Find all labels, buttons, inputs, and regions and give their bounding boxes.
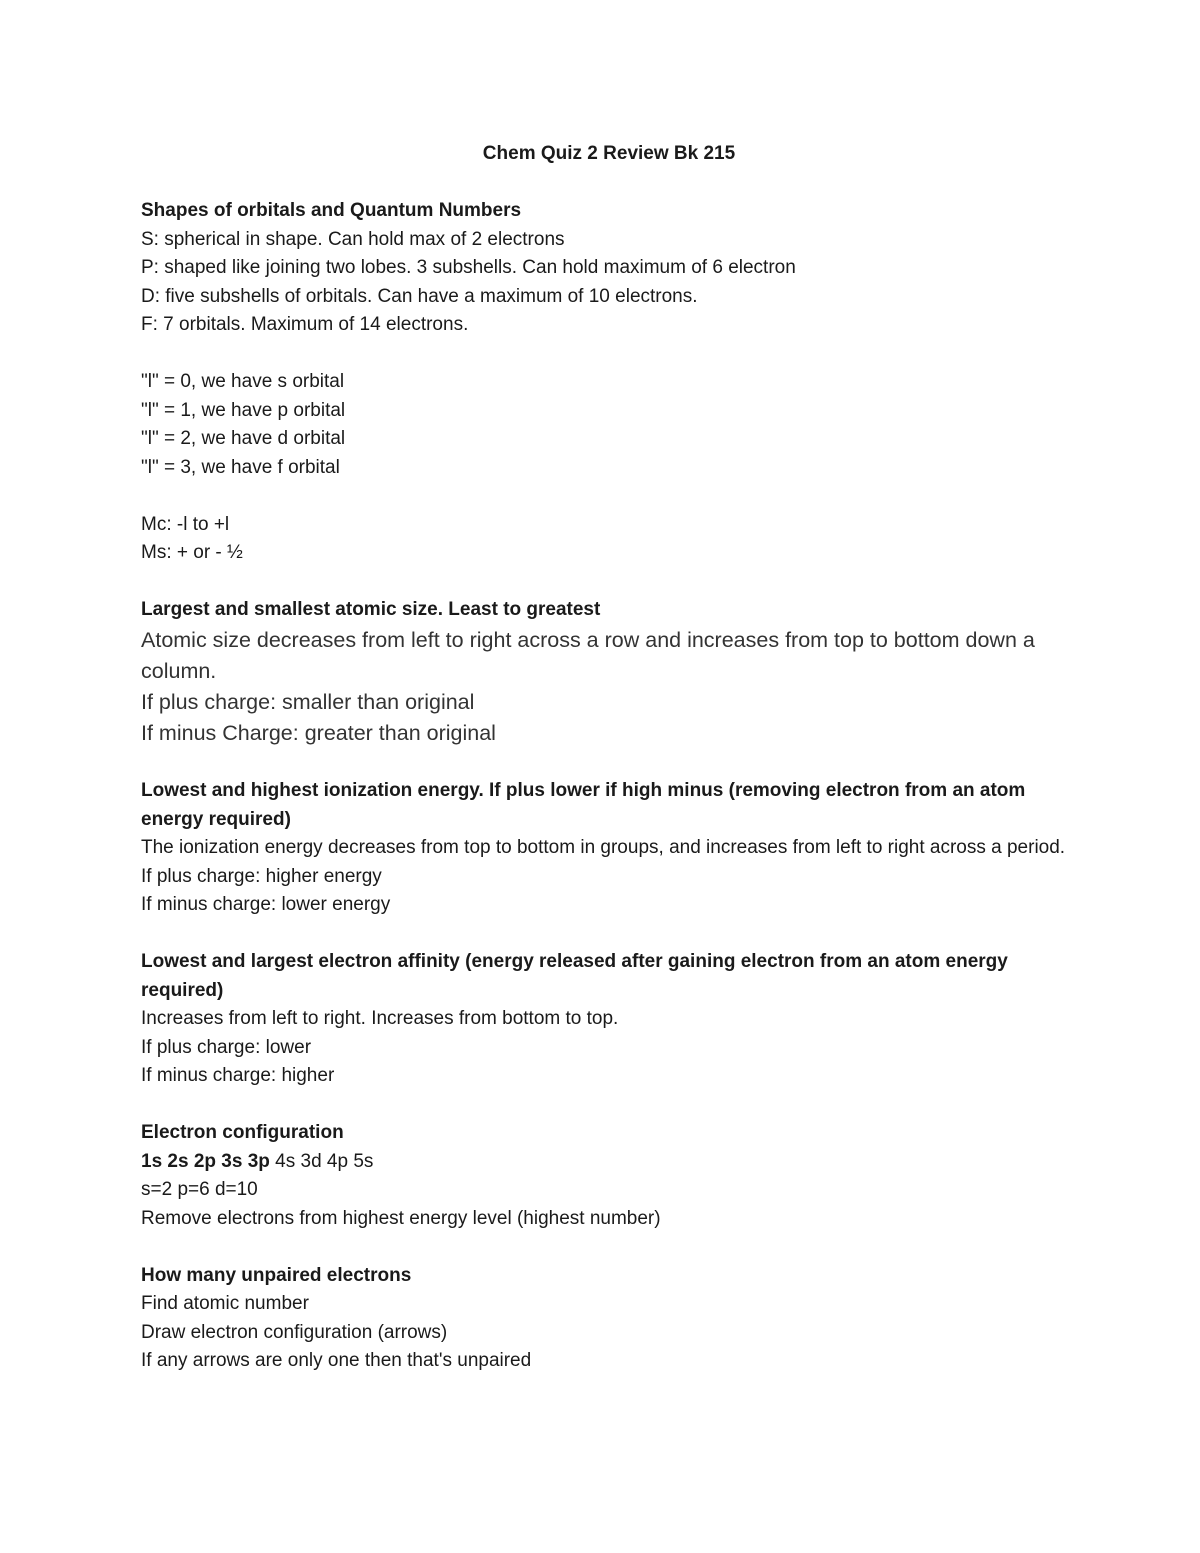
orbitals-heading: Shapes of orbitals and Quantum Numbers xyxy=(141,200,522,221)
l-value-line: "l" = 1, we have p orbital xyxy=(141,399,346,421)
unpaired-step: If any arrows are only one then that's unpaired xyxy=(141,1350,532,1371)
mc-line: Mc: -l to +l xyxy=(141,513,230,535)
configuration-capacity: s=2 p=6 d=10 xyxy=(141,1179,258,1200)
atomic-size-trend: Atomic size decreases from left to right across a row and increases from top to bottom down a column. xyxy=(141,627,1035,683)
affinity-heading: Lowest and largest electron affinity (energy released after gaining electron from an atom energy required) xyxy=(141,951,1008,1001)
l-value-line: "l" = 2, we have d orbital xyxy=(141,428,346,449)
configuration-sequence-rest: 4s 3d 4p 5s xyxy=(269,1150,374,1172)
affinity-trend: Increases from left to right. Increases from bottom to top. xyxy=(141,1008,619,1029)
atomic-size-minus: If minus Charge: greater than original xyxy=(141,720,496,745)
atomic-size-plus: If plus charge: smaller than original xyxy=(141,689,475,714)
configuration-removal: Remove electrons from highest energy level (highest number) xyxy=(141,1207,661,1229)
configuration-heading: Electron configuration xyxy=(141,1122,344,1143)
ionization-minus: If minus charge: lower energy xyxy=(141,894,391,915)
ionization-trend: The ionization energy decreases from top to bottom in groups, and increases from left to right across a period. xyxy=(141,837,1066,858)
unpaired-step: Find atomic number xyxy=(141,1293,309,1314)
unpaired-heading: How many unpaired electrons xyxy=(141,1264,412,1286)
orbital-d-line: D: five subshells of orbitals. Can have a maximum of 10 electrons. xyxy=(141,285,698,307)
document-title: Chem Quiz 2 Review Bk 215 xyxy=(482,143,736,164)
l-value-line: "l" = 3, we have f orbital xyxy=(141,456,340,478)
orbital-p-line: P: shaped like joining two lobes. 3 subshells. Can hold maximum of 6 electron xyxy=(141,257,796,278)
configuration-sequence-bold: 1s 2s 2p 3s 3p xyxy=(141,1150,270,1172)
affinity-plus: If plus charge: lower xyxy=(141,1036,312,1058)
orbital-f-line: F: 7 orbitals. Maximum of 14 electrons. xyxy=(141,314,469,335)
affinity-minus: If minus charge: higher xyxy=(141,1065,335,1086)
atomic-size-heading: Largest and smallest atomic size. Least to greatest xyxy=(141,599,601,620)
ionization-heading: Lowest and highest ionization energy. If plus lower if high minus (removing electron from an atom energy required) xyxy=(141,780,1026,830)
orbital-s-line: S: spherical in shape. Can hold max of 2 electrons xyxy=(141,228,565,250)
ionization-plus: If plus charge: higher energy xyxy=(141,865,382,887)
ms-line: Ms: + or - ½ xyxy=(141,542,243,563)
l-value-line: "l" = 0, we have s orbital xyxy=(141,371,345,392)
unpaired-step: Draw electron configuration (arrows) xyxy=(141,1321,448,1343)
document-page xyxy=(141,140,1071,1376)
configuration-sequence xyxy=(141,1148,1071,1177)
